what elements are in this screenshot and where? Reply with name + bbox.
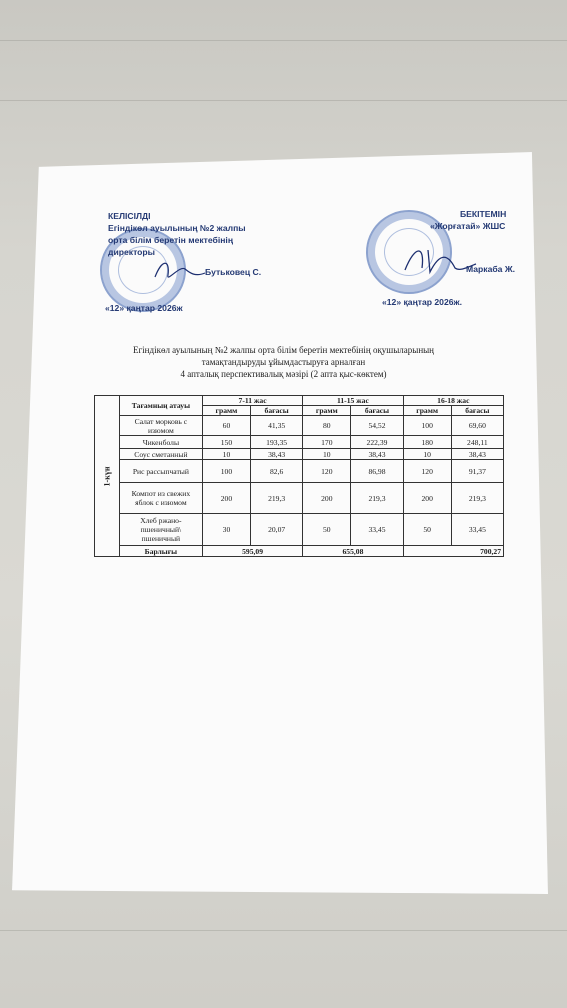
price-cell: 82,6 [251, 460, 303, 483]
total-row [95, 546, 504, 557]
right-signer: Маркаба Ж. [466, 264, 516, 274]
doc-title-line3: 4 апталық перспективалық мәзірі (2 апта қыс-көктем) [180, 369, 387, 379]
gram-cell: 120 [303, 460, 351, 483]
sub-header-price: бағасы [351, 406, 403, 416]
day-label-cell [95, 396, 120, 557]
price-cell: 38,43 [251, 449, 303, 460]
total-7-11: 595,09 [202, 546, 302, 557]
sub-header-price: бағасы [451, 406, 503, 416]
gram-cell: 200 [403, 483, 451, 514]
age-group-header: 7-11 жас [202, 396, 302, 406]
table-row [95, 436, 504, 449]
price-cell: 33,45 [351, 514, 403, 546]
left-date: «12» қаңтар 2026ж [105, 303, 183, 313]
right-date: «12» қаңтар 2026ж. [382, 297, 462, 307]
left-line1: Егіндікөл ауылының №2 жалпы [108, 223, 246, 233]
left-heading: КЕЛІСІЛДІ [108, 211, 151, 221]
price-cell: 219,3 [351, 483, 403, 514]
gram-cell: 180 [403, 436, 451, 449]
left-signer: Бутьковец С. [205, 267, 262, 277]
dish-name: Салат морковь с изюмом [119, 416, 202, 436]
price-cell: 69,60 [451, 416, 503, 436]
table-row [95, 460, 504, 483]
gram-cell: 10 [403, 449, 451, 460]
total-label: Барлығы [119, 546, 202, 557]
sub-header-gram: грамм [303, 406, 351, 416]
price-cell: 222,39 [351, 436, 403, 449]
total-11-15: 655,08 [303, 546, 403, 557]
dish-name: Компот из свежих яблок с изюмом [119, 483, 202, 514]
age-group-header: 16-18 жас [403, 396, 503, 406]
gram-cell: 10 [202, 449, 250, 460]
price-cell: 86,98 [351, 460, 403, 483]
day-label: 1-күн [102, 466, 112, 486]
price-cell: 41,35 [251, 416, 303, 436]
age-group-header: 11-15 жас [303, 396, 403, 406]
price-cell: 54,52 [351, 416, 403, 436]
sub-header-gram: грамм [202, 406, 250, 416]
gram-cell: 170 [303, 436, 351, 449]
gram-cell: 150 [202, 436, 250, 449]
signature-left [150, 255, 210, 285]
price-cell: 219,3 [251, 483, 303, 514]
doc-title-line1: Егіндікөл ауылының №2 жалпы орта білім беретін мектебінің оқушыларының [132, 345, 435, 355]
col-name-header: Тағамның атауы [119, 396, 202, 416]
price-cell: 20,07 [251, 514, 303, 546]
price-cell: 248,11 [451, 436, 503, 449]
sub-header-gram: грамм [403, 406, 451, 416]
dish-name: Рис рассыпчатый [119, 460, 202, 483]
left-line2: орта білім беретін мектебінің [108, 235, 234, 245]
gram-cell: 100 [403, 416, 451, 436]
table-row [95, 416, 504, 436]
price-cell: 91,37 [451, 460, 503, 483]
table-row [95, 449, 504, 460]
price-cell: 38,43 [451, 449, 503, 460]
price-cell: 193,35 [251, 436, 303, 449]
table-row [95, 514, 504, 546]
left-approval-block [108, 210, 278, 258]
gram-cell: 200 [202, 483, 250, 514]
right-org: «Жорғатай» ЖШС [430, 221, 506, 231]
gram-cell: 200 [303, 483, 351, 514]
gram-cell: 10 [303, 449, 351, 460]
right-heading: БЕКІТЕМІН [460, 209, 507, 219]
gram-cell: 50 [303, 514, 351, 546]
menu-table [94, 395, 504, 557]
price-cell: 219,3 [451, 483, 503, 514]
gram-cell: 60 [202, 416, 250, 436]
left-line3: директоры [108, 247, 156, 257]
table-row [95, 483, 504, 514]
gram-cell: 30 [202, 514, 250, 546]
gram-cell: 50 [403, 514, 451, 546]
dish-name: Соус сметанный [119, 449, 202, 460]
gram-cell: 80 [303, 416, 351, 436]
gram-cell: 100 [202, 460, 250, 483]
gram-cell: 120 [403, 460, 451, 483]
dish-name: Чикенболы [119, 436, 202, 449]
dish-name: Хлеб ржано-пшеничный\ пшеничный [119, 514, 202, 546]
doc-title-line2: тамақтандыруды ұйымдастыруға арналған [201, 357, 366, 367]
price-cell: 38,43 [351, 449, 403, 460]
total-16-18: 700,27 [403, 546, 503, 557]
price-cell: 33,45 [451, 514, 503, 546]
sub-header-price: бағасы [251, 406, 303, 416]
